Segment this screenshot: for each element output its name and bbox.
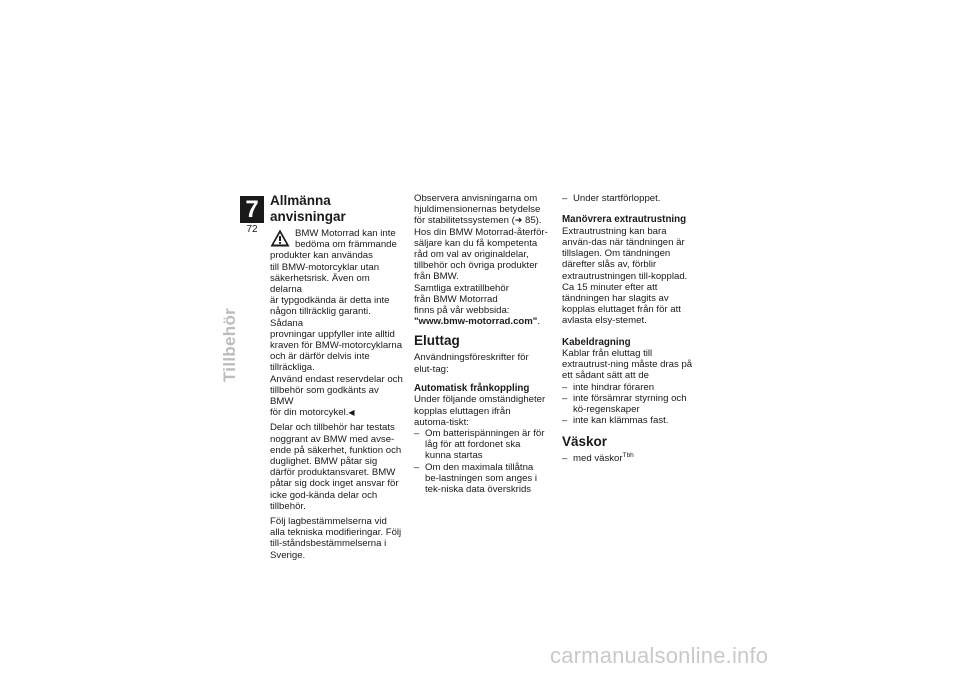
paragraph-cable-routing: Kablar från eluttag till extrautrust-ning måste dras på ett sådant sätt att de [562,348,693,382]
warning-block [270,228,404,418]
paragraph-auto-disconnect: Under följande omständigheter kopplas eluttagen ifrån automa-tiskt: [414,394,546,428]
heading-bags: Väskor [562,434,608,450]
warning-line: tillbehör som godkänts av BMW [270,384,379,408]
paragraph-parts-tested: Delar och tillbehör har testats noggrant av BMW med avse-ende på säkerhet, funktion och duglighet. BMW påtar sig därför produktansvaret. BMW påtar sig dock inget ansvar för icke god-kända delar och tillbehör. [270,422,402,512]
list-item-text: med väskor [573,453,623,465]
equipment-code: Tbh [622,452,634,460]
bags-list [562,453,698,464]
list-item-text: inte hindrar föraren [573,381,655,393]
warning-line: tillräckliga. [270,362,315,374]
paragraph-extras [414,283,548,328]
warning-line: och är därför delvis inte [270,351,370,363]
warning-line: bedöma om främmande [295,239,397,251]
column-2 [414,193,548,495]
reference-arrow-icon: ➜ [514,215,523,226]
paragraph-wheel-text: Observera anvisningarna om hjuldimensionernas betydelse för stabilitetssystemen [414,193,541,227]
paragraph-wheel-dimensions: Observera anvisningarna om hjuldimensionernas betydelse för stabilitetssystemen (➜ 85). [414,193,542,227]
disconnect-list-continued [562,193,698,204]
cable-list [562,382,698,427]
extras-line: från BMW Motorrad [414,293,498,305]
warning-line: till BMW-motorcyklar utan [270,261,380,273]
extras-line: Samtliga extratillbehör [414,282,509,294]
subheading-operate-extras: Manövrera extrautrustning [562,214,687,226]
warning-line: säkerhetsrisk. Även om delarna [270,272,370,296]
list-item-text: Under startförloppet. [573,193,661,204]
url-tail: . [537,316,541,328]
list-item-text: Om den maximala tillåtna be-lastningen som anges i tek-niska data överskrids [425,461,537,495]
paragraph-operate-extras: Extrautrustning kan bara använ-das när tändningen är tillslagen. Om tändningen därefter slås av, förblir extrautrustningen till-kopplad. Ca 15 minuter efter att tändningen har slagits av kopplas eluttaget från för att avlasta elsy-stemet. [562,225,688,327]
column-3 [562,193,698,465]
section-label-text: Tillbehör [220,307,239,383]
list-item: – inte försämrar styrning och kö-regenskaper [562,392,687,416]
page-number: 72 [246,224,258,235]
website-link[interactable]: "www.bmw-motorrad.com" [414,316,538,328]
warning-triangle-icon [270,229,290,247]
column-1 [270,193,404,561]
list-item: – inte kan klämmas fast. [562,415,669,427]
warning-line: Använd endast reservdelar och [270,373,403,385]
paragraph-legal: Följ lagbestämmelserna vid alla tekniska modifieringar. Följ till-ståndsbestämmelserna i Sverige. [270,516,402,561]
list-item-text: Om batterispänningen är för låg för att fordonet ska kunna startas [425,427,545,462]
list-item: – inte hindrar föraren [562,381,655,393]
list-item: – Om den maximala tillåtna be-lastningen som anges i tek-niska data överskrids [414,461,537,495]
subheading-auto-disconnect: Automatisk frånkoppling [414,382,530,394]
warning-line: provningar uppfyller inte alltid [270,328,395,340]
heading-outlet: Eluttag [414,333,460,349]
list-item: – Om batterispänningen är för låg för att fordonet ska kunna startas [414,427,545,462]
paragraph-dealer: Hos din BMW Motorrad-återför-säljare kan du få kompetenta råd om val av originaldelar, tillbehör och övriga produkter från BMW. [414,226,548,283]
list-item: – med väskor$^{Tbh}$ [562,452,634,465]
chapter-number: 7 [240,196,264,223]
heading-general: Allmänna anvisningar [270,193,346,224]
watermark: carmanualsonline.info [550,643,769,668]
extras-line: finns på vår webbsida: [414,305,510,317]
warning-line: kraven för BMW-motorcyklarna [270,340,403,352]
list-item-text: inte försämrar styrning och kö-regenskaper [573,392,687,416]
warning-line: för din motorcykel. [270,407,349,419]
warning-line: BMW Motorrad kan inte [295,228,396,239]
warning-line: någon tillräcklig garanti. Sådana [270,306,371,329]
disconnect-list [414,428,548,495]
paragraph-outlet-rules: Användningsföreskrifter för elut-tag: [414,352,529,375]
warning-text [270,228,404,418]
warning-line: är typgodkända är detta inte [270,295,390,307]
list-item-text: inte kan klämmas fast. [573,415,669,427]
page-reference: 85). [525,215,542,227]
end-mark-icon: ◀ [348,408,355,418]
list-item: – Under startförloppet. [562,193,661,204]
subheading-cable-routing: Kabeldragning [562,336,631,348]
warning-line-last [270,407,404,418]
warning-line: produkter kan användas [270,250,373,262]
